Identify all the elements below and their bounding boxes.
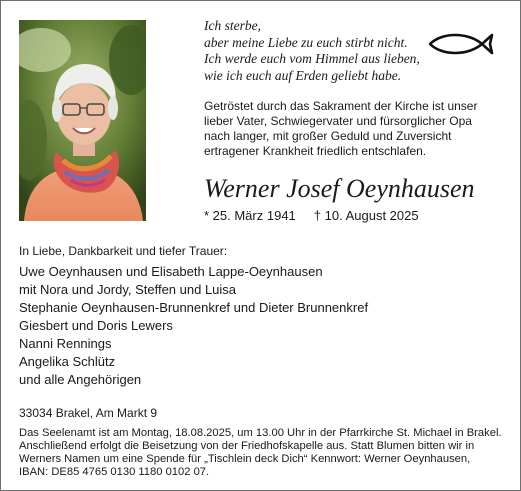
life-dates bbox=[204, 208, 437, 224]
details-line: IBAN: DE85 4765 0130 1180 0102 07. bbox=[19, 466, 210, 478]
intro-paragraph bbox=[204, 99, 499, 159]
details-line: Werners Namen um eine Spende für „Tischlein deck Dich“ Kennwort: Werner Oeynhausen, bbox=[19, 453, 471, 465]
poem-line: Ich sterbe, bbox=[204, 18, 261, 33]
poem-line: wie ich euch auf Erden geliebt habe. bbox=[204, 67, 402, 83]
details-line: Anschließend erfolgt die Beisetzung von der Friedhofskapelle aus. Statt Blumen bitten wir in bbox=[19, 440, 475, 452]
intro-line: lieber Vater, Schwiegervater und fürsorglicher Opa bbox=[204, 114, 472, 128]
mourning-intro: In Liebe, Dankbarkeit und tiefer Trauer: bbox=[19, 244, 228, 258]
mourner-line: Giesbert und Doris Lewers bbox=[19, 318, 173, 333]
intro-line: Getröstet durch das Sakrament der Kirche ist unser bbox=[204, 99, 478, 113]
poem-verse bbox=[204, 18, 434, 84]
mourner-line: mit Nora und Jordy, Steffen und Luisa bbox=[19, 282, 237, 297]
mourner-line: Angelika Schlütz bbox=[19, 354, 116, 369]
mourner-line: Nanni Rennings bbox=[19, 336, 112, 351]
intro-line: ertragener Krankheit friedlich entschlafen. bbox=[204, 144, 427, 158]
intro-line: nach langer, mit großer Geduld und Zuversicht bbox=[204, 129, 452, 143]
family-address: 33034 Brakel, Am Markt 9 bbox=[19, 406, 158, 420]
mourner-line: Uwe Oeynhausen und Elisabeth Lappe-Oeynhausen bbox=[19, 264, 323, 279]
service-details bbox=[19, 427, 509, 479]
mourner-line: und alle Angehörigen bbox=[19, 372, 142, 387]
portrait-photo bbox=[19, 20, 146, 221]
mourner-list bbox=[19, 263, 368, 389]
ichthys-fish-icon bbox=[428, 33, 494, 55]
death-date: † 10. August 2025 bbox=[313, 208, 419, 223]
details-line: Das Seelenamt ist am Montag, 18.08.2025, um 13.00 Uhr in der Pfarrkirche St. Michael in Brakel. bbox=[19, 427, 502, 439]
mourner-line: Stephanie Oeynhausen-Brunnenkref und Dieter Brunnenkref bbox=[19, 300, 369, 315]
poem-line: Ich werde euch vom Himmel aus lieben, bbox=[204, 51, 420, 66]
birth-date: * 25. März 1941 bbox=[204, 208, 296, 223]
deceased-name: Werner Josef Oeynhausen bbox=[204, 174, 475, 203]
poem-line: aber meine Liebe zu euch stirbt nicht. bbox=[204, 34, 408, 50]
